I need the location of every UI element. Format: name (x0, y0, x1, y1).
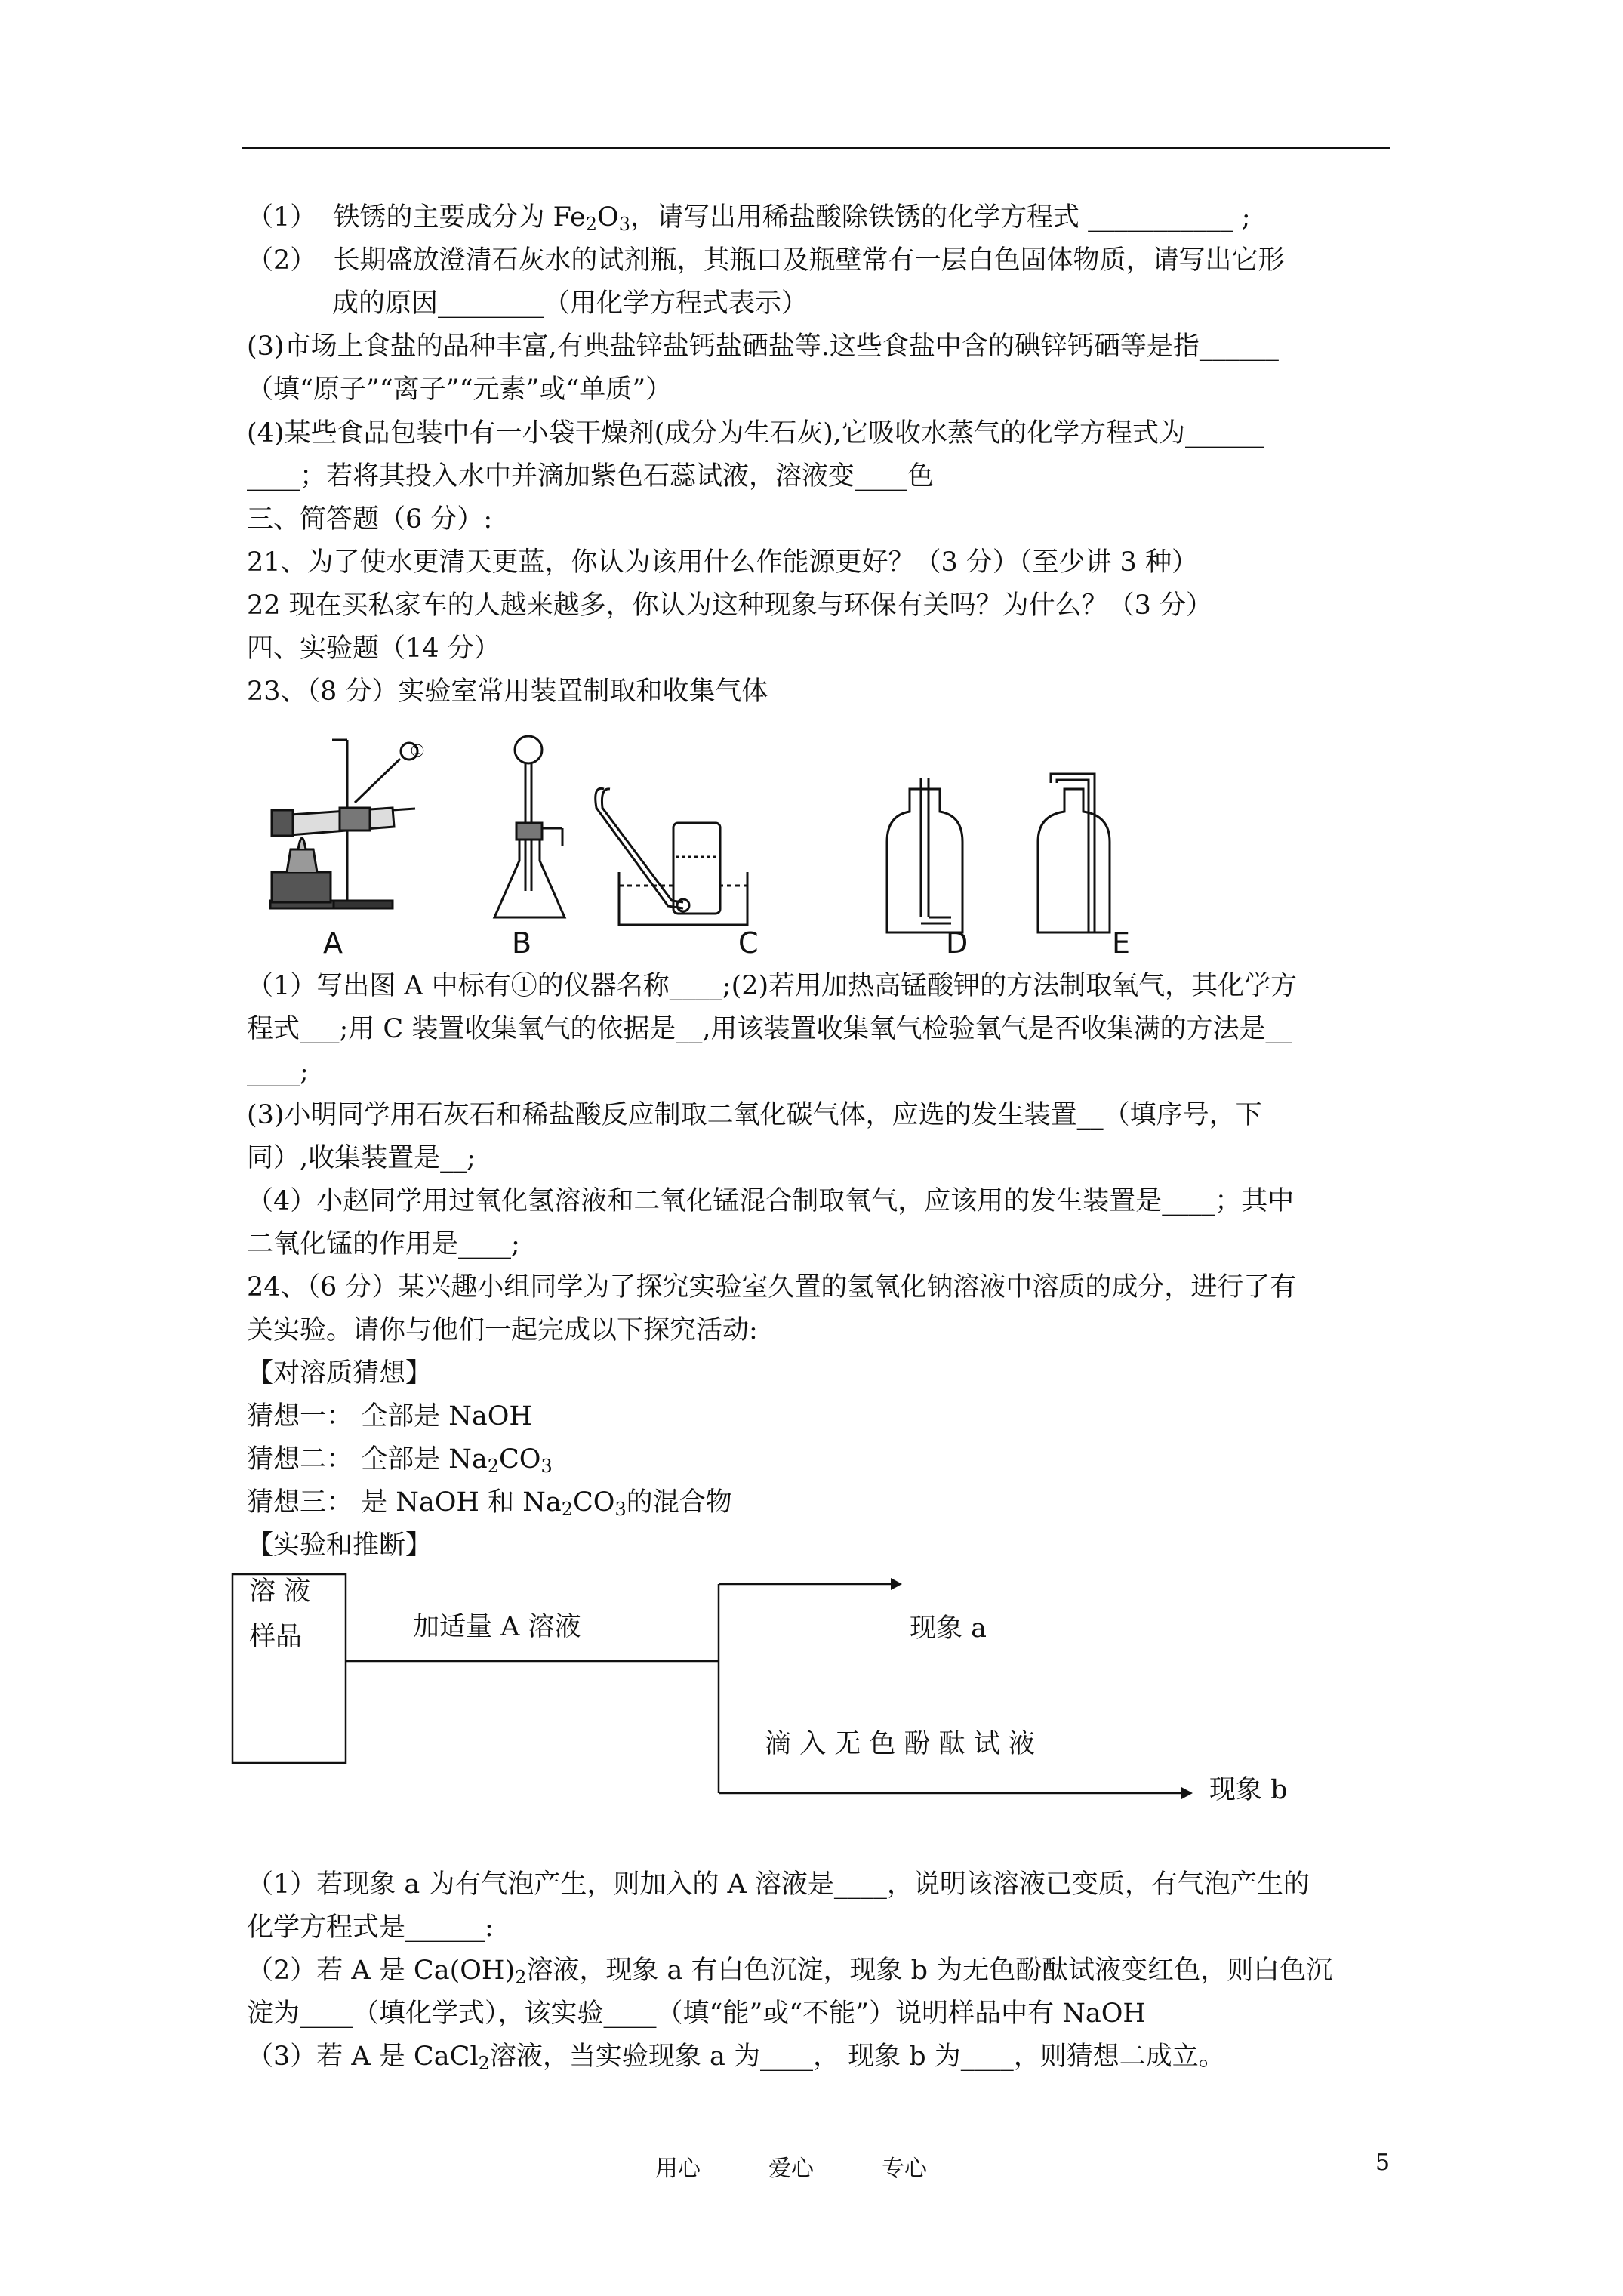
q23-title: 23、（8 分）实验室常用装置制取和收集气体 (247, 676, 768, 707)
q20-part2: （2） 长期盛放澄清石灰水的试剂瓶，其瓶口及瓶壁常有一层白色固体物质，请写出它形 (247, 245, 1285, 276)
section4-title: 四、实验题（14 分） (247, 633, 500, 664)
q20-part4-cont: ____；若将其投入水中并滴加紫色石蕊试液，溶液变____色 (247, 461, 935, 492)
phenomenon-b: 现象 b (1209, 1775, 1288, 1805)
header-rule (242, 147, 1390, 149)
flow-drip-indicator: 滴 入 无 色 酚 酞 试 液 (765, 1729, 1035, 1759)
guess-3: 猜想三： 是 NaOH 和 $Na_2CO_3$的混合物 (247, 1487, 732, 1520)
footer-mid: 爱心 (768, 2156, 814, 2182)
q23-line6: （4）小赵同学用过氧化氢溶液和二氧化锰混合制取氧气，应该用的发生装置是____；其中 (247, 1186, 1295, 1216)
section3-title: 三、简答题（6 分）: (247, 504, 493, 535)
q23-line4: (3)小明同学用石灰石和稀盐酸反应制取二氧化碳气体，应选的发生装置__（填序号，下 (247, 1100, 1262, 1130)
q20-part3-cont: （填“原子”“离子”“元素”或“单质”） (247, 374, 673, 405)
q23-line5: 同）,收集装置是__; (247, 1143, 476, 1173)
figure-label-a: A (323, 926, 343, 960)
q24b-line1: （1）若现象 a 为有气泡产生，则加入的 A 溶液是____，说明该溶液已变质，有气泡产生的 (247, 1869, 1310, 1900)
figure-label-d: D (946, 926, 969, 960)
q23-line2: 程式___;用 C 装置收集氧气的依据是__,用该装置收集氧气检验氧气是否收集满的方法是__ (247, 1014, 1292, 1044)
figure-label-c: C (738, 926, 759, 960)
q24-line1: 24、（6 分）某兴趣小组同学为了探究实验室久置的氢氧化钠溶液中溶质的成分，进行了有 (247, 1272, 1297, 1302)
apparatus-figure (249, 713, 1261, 963)
apparatus-a (270, 740, 417, 908)
q24b-line5: （3）若 A 是 CaCl$_2$溶液，当实验现象 a 为____， 现象 b 为____，则猜想二成立。 (247, 2042, 1225, 2074)
guess-2: 猜想二： 全部是 $Na_2CO_3$ (247, 1444, 553, 1477)
q24-heading-experiment: 【实验和推断】 (247, 1530, 433, 1561)
arrowhead-b (1181, 1787, 1193, 1799)
apparatus-b (494, 736, 565, 917)
q20-part2-cont: 成的原因________（用化学方程式表示） (332, 288, 808, 319)
figure-label-e: E (1112, 926, 1131, 960)
q24b-line3: （2）若 A 是 $Ca(OH)_2$溶液，现象 a 有白色沉淀，现象 b 为无色酚酞试液变红色，则白色沉 (247, 1955, 1333, 1988)
apparatus-d (887, 778, 962, 932)
q23-line1: （1）写出图 A 中标有①的仪器名称____;(2)若用加热高锰酸钾的方法制取氧气，其化学方 (247, 971, 1298, 1001)
q21: 21、为了使水更清天更蓝，你认为该用什么作能源更好？（3 分）（至少讲 3 种） (247, 547, 1198, 578)
q22: 22 现在买私家车的人越来越多，你认为这种现象与环保有关吗？为什么？（3 分） (247, 590, 1213, 621)
phenomenon-a: 现象 a (910, 1613, 987, 1644)
flow-diagram (226, 1563, 1238, 1820)
guess-1: 猜想一： 全部是 NaOH (247, 1401, 532, 1432)
q23-line7: 二氧化锰的作用是____; (247, 1229, 520, 1259)
footer-right: 专心 (882, 2156, 927, 2182)
q24b-line4: 淀为____（填化学式），该实验____（填“能”或“不能”）说明样品中有 NaOH (247, 1999, 1146, 2029)
page-number: 5 (1375, 2150, 1390, 2176)
q23-line3: ____; (247, 1057, 309, 1087)
arrowhead-a (891, 1578, 902, 1590)
flow-add-reagent: 加适量 A 溶液 (413, 1612, 581, 1642)
apparatus-e (1038, 774, 1110, 932)
q24b-line2: 化学方程式是______: (247, 1912, 494, 1943)
q20-part4: (4)某些食品包装中有一小袋干燥剂(成分为生石灰),它吸收水蒸气的化学方程式为______ (247, 418, 1265, 448)
apparatus-c (596, 788, 747, 925)
sample-label-2: 样品 (249, 1622, 303, 1652)
q20-part3: (3)市场上食盐的品种丰富,有典盐锌盐钙盐硒盐等.这些食盐中含的碘锌钙硒等是指______ (247, 331, 1279, 362)
q20-part1: （1） 铁锈的主要成分为 $Fe_2O_3$，请写出用稀盐酸除铁锈的化学方程式 ___________ ; (247, 202, 1251, 235)
q24-line2: 关实验。请你与他们一起完成以下探究活动: (247, 1315, 758, 1345)
figure-label-b: B (512, 926, 532, 960)
footer-left: 用心 (655, 2156, 701, 2182)
sample-label-1: 溶 液 (249, 1576, 311, 1607)
q24-heading-guess: 【对溶质猜想】 (247, 1358, 433, 1388)
marker-1: ① (410, 742, 425, 761)
